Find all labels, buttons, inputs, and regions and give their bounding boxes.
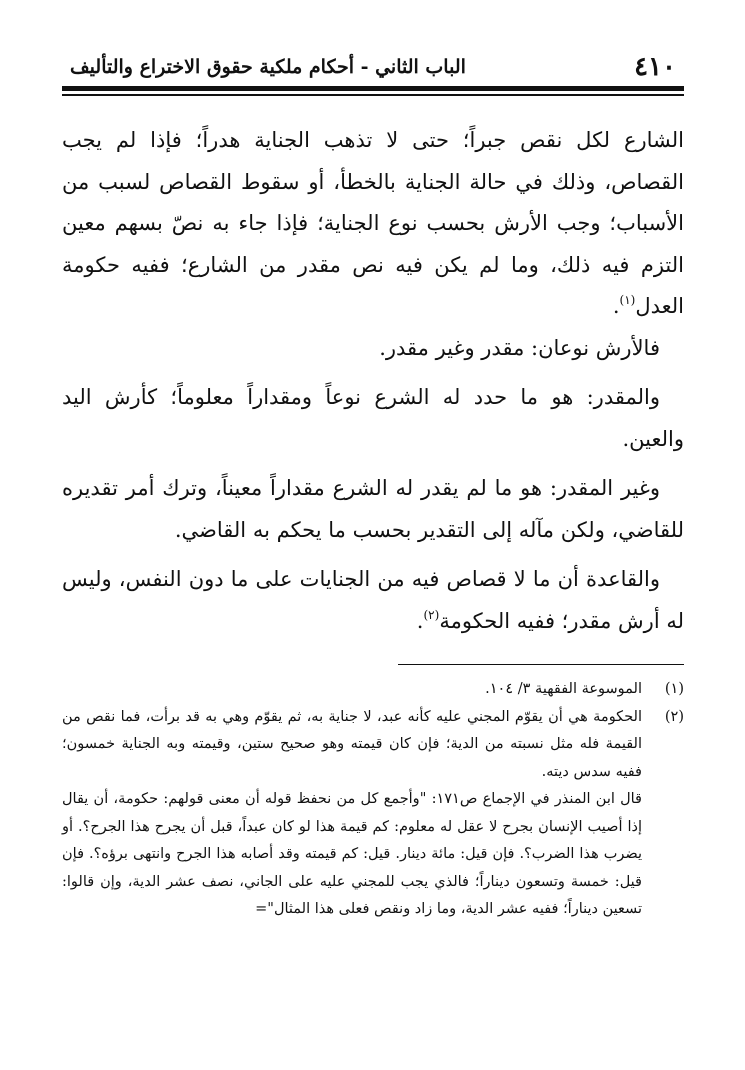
paragraph-5-end: . [416, 608, 424, 633]
footnote-2-text-b: قال ابن المنذر في الإجماع ص١٧١: "وأجمع كل من نحفظ قوله أن معنى قولهم: حكومة، أن يقال إذا أصيب الإنسان بجرح لا عقل له معلوم: كم قيمة هذا لو كان عبداً، قبل أن يجرح هذا الجرح؟. أو يضرب هذا الضرب؟. فإن قيل: مائة دينار. قيل: كم قيمته وقد أصابه هذا الجرح وانتهى برؤه؟. فإن قيل: خمسة وتسعون ديناراً؛ فالذي يجب للمجني عليه على الجاني، نصف عشر الدية، وإن قالوا: تسعين ديناراً؛ ففيه عشر الدية، وما زاد ونقص فعلى هذا المثال"= [62, 791, 642, 917]
paragraph-2: فالأرش نوعان: مقدر وغير مقدر. [379, 335, 660, 360]
footnote-2-body [62, 704, 642, 924]
main-text [62, 120, 684, 642]
paragraph-5 [62, 559, 684, 642]
footnote-1 [62, 676, 684, 704]
footnotes [62, 676, 684, 924]
footnote-1-body [62, 676, 642, 704]
paragraph-1 [62, 120, 684, 328]
footnote-ref-2[interactable]: (٢) [423, 607, 440, 622]
paragraph-4: وغير المقدر: هو ما لم يقدر له الشرع مقداراً معيناً، وترك أمر تقديره للقاضي، ولكن مآله إلى التقدير بحسب ما يحكم به القاضي. [62, 476, 684, 542]
footnote-ref-1[interactable]: (١) [619, 293, 636, 307]
footnote-2 [62, 704, 684, 924]
paragraph-1-end: . [612, 294, 620, 318]
footnote-2-text-a: الحكومة هي أن يقوّم المجني عليه كأنه عبد، لا جناية به، ثم يقوّم وهي به قد برأت، فما نقص من القيمة فله مثل نسبته من الدية؛ فإن كان قيمته وهو صحيح ستين، وقيمته وبه الجناية خمسون؛ ففيه سدس ديته. [62, 708, 642, 780]
header-rule-thin [62, 94, 684, 96]
page-number: ٤١٠ [634, 52, 676, 82]
header-rule-thick [62, 86, 684, 91]
paragraph-5-text: والقاعدة أن ما لا قصاص فيه من الجنايات على ما دون النفس، وليس له أرش مقدر؛ ففيه الحكومة [62, 567, 684, 633]
footnote-1-number: (١) [664, 681, 684, 697]
footnote-1-text: الموسوعة الفقهية ٣/ ١٠٤. [485, 681, 642, 697]
paragraph-3: والمقدر: هو ما حدد له الشرع نوعاً ومقداراً معلوماً؛ كأرش اليد والعين. [62, 385, 684, 451]
page-header [62, 48, 684, 84]
footnote-separator [398, 664, 684, 665]
footnote-2-number: (٢) [664, 708, 684, 725]
paragraph-1-text: الشارع لكل نقص جبراً؛ حتى لا تذهب الجناية هدراً؛ فإذا لم يجب القصاص، وذلك في حالة الجناية بالخطأ، أو سقوط القصاص لسبب من الأسباب؛ وجب الأرش بحسب نوع الجناية؛ فإذا جاء به نصّ بسهم معين التزم فيه ذلك، وما لم يكن فيه نص مقدر من الشارع؛ ففيه حكومة العدل [62, 128, 684, 318]
running-title: الباب الثاني - أحكام ملكية حقوق الاختراع والتأليف [70, 56, 466, 78]
